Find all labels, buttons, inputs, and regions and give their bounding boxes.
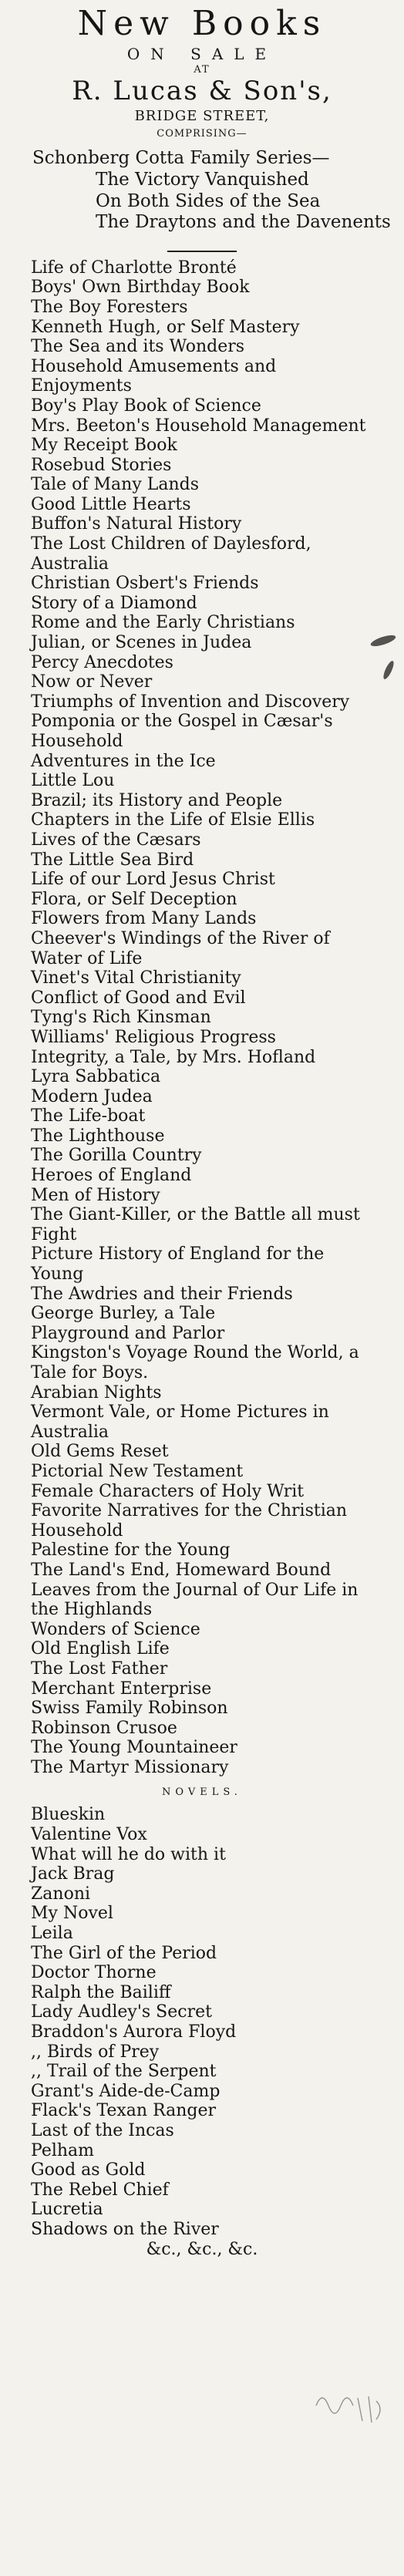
book-title: The Young Mountaineer bbox=[31, 1738, 237, 1758]
novel-title: ,, Birds of Prey bbox=[31, 2042, 160, 2062]
etcetera-line: &c., &c., &c. bbox=[146, 2239, 258, 2259]
novel-title: Valentine Vox bbox=[31, 1825, 147, 1845]
novel-title: Braddon's Aurora Floyd bbox=[31, 2022, 237, 2042]
novel-title: What will he do with it bbox=[31, 1844, 226, 1864]
book-title: Pomponia or the Gospel in Cæsar's Household bbox=[31, 712, 333, 751]
book-title: Picture History of England for the Young bbox=[31, 1244, 325, 1285]
book-title: Men of History bbox=[31, 1185, 160, 1205]
book-title: Integrity, a Tale, by Mrs. Hofland bbox=[31, 1047, 316, 1067]
book-title: The Lost Children of Daylesford, Australia bbox=[31, 534, 311, 574]
at-label: AT bbox=[194, 63, 210, 76]
book-title: Palestine for the Young bbox=[31, 1541, 231, 1561]
book-title: Brazil; its History and People bbox=[31, 790, 283, 810]
book-title: Pictorial New Testament bbox=[31, 1461, 244, 1481]
book-title: Flora, or Self Deception bbox=[31, 889, 237, 909]
book-title: Old English Life bbox=[31, 1639, 170, 1659]
book-title: Christian Osbert's Friends bbox=[31, 574, 259, 594]
book-title: The Life-boat bbox=[31, 1106, 146, 1126]
book-title: Flowers from Many Lands bbox=[31, 909, 257, 929]
book-title: Boys' Own Birthday Book bbox=[31, 278, 250, 298]
book-title: The Sea and its Wonders bbox=[31, 337, 245, 357]
novel-title: ,, Trail of the Serpent bbox=[31, 2062, 217, 2082]
book-title: Triumphs of Invention and Discovery bbox=[31, 692, 350, 712]
book-title: The Little Sea Bird bbox=[31, 850, 194, 870]
book-title: Chapters in the Life of Elsie Ellis bbox=[31, 810, 315, 830]
novel-title: Shadows on the River bbox=[31, 2219, 219, 2239]
novel-title: Doctor Thorne bbox=[31, 1963, 157, 1983]
book-title: Robinson Crusoe bbox=[31, 1718, 177, 1738]
book-title: Mrs. Beeton's Household Management bbox=[31, 416, 366, 436]
novel-title: Lucretia bbox=[31, 2200, 103, 2220]
headline-on-sale: ON SALE bbox=[126, 44, 278, 63]
novel-title: Last of the Incas bbox=[31, 2120, 174, 2140]
novel-title: Ralph the Bailiff bbox=[31, 1982, 171, 2002]
book-title: Tale of Many Lands bbox=[31, 475, 200, 495]
book-title: The Boy Foresters bbox=[31, 297, 188, 317]
book-title: Heroes of England bbox=[31, 1166, 192, 1186]
book-title: Julian, or Scenes in Judea bbox=[31, 633, 252, 653]
series-item: The Victory Vanquished bbox=[96, 169, 309, 190]
book-title: The Land's End, Homeward Bound bbox=[31, 1560, 332, 1580]
book-title: Lives of the Cæsars bbox=[31, 830, 201, 850]
book-title: Story of a Diamond bbox=[31, 593, 197, 613]
book-title: The Martyr Missionary bbox=[31, 1757, 229, 1777]
book-title: Good Little Hearts bbox=[31, 494, 191, 514]
novel-list bbox=[31, 1805, 382, 2239]
book-title: Vinet's Vital Christianity bbox=[31, 968, 241, 988]
comprising-label: COMPRISING— bbox=[157, 127, 247, 140]
book-title: The Awdries and their Friends bbox=[31, 1284, 293, 1304]
novel-title: Jack Brag bbox=[31, 1864, 115, 1884]
book-title: Tyng's Rich Kinsman bbox=[31, 1008, 211, 1028]
firm-name: R. Lucas & Son's, bbox=[72, 75, 332, 106]
series-item: The Draytons and the Davenents bbox=[96, 212, 391, 233]
book-title: Adventures in the Ice bbox=[31, 751, 216, 771]
series-item: On Both Sides of the Sea bbox=[96, 190, 321, 211]
advert-header bbox=[0, 0, 404, 142]
book-list bbox=[31, 258, 382, 1778]
book-title: Wonders of Science bbox=[31, 1619, 200, 1639]
novel-title: My Novel bbox=[31, 1904, 113, 1924]
ink-blot bbox=[382, 660, 396, 681]
book-title: Conflict of Good and Evil bbox=[31, 988, 246, 1008]
book-title: Life of Charlotte Bronté bbox=[31, 258, 237, 278]
book-title: Kingston's Voyage Round the World, a Tale for Boys. bbox=[31, 1343, 359, 1382]
book-title: Little Lou bbox=[31, 771, 115, 791]
street-address: BRIDGE STREET, bbox=[134, 108, 270, 125]
book-title: Female Characters of Holy Writ bbox=[31, 1481, 305, 1501]
book-title: The Giant-Killer, or the Battle all must Fight bbox=[31, 1205, 360, 1244]
book-title: Merchant Enterprise bbox=[31, 1679, 212, 1699]
headline-new-books: New Books bbox=[77, 4, 327, 43]
novel-title: Grant's Aide-de-Camp bbox=[31, 2081, 221, 2101]
book-title: Modern Judea bbox=[31, 1086, 153, 1106]
book-title: Rosebud Stories bbox=[31, 455, 172, 475]
book-title: Household Amusements and Enjoyments bbox=[31, 356, 277, 396]
novel-title: The Rebel Chief bbox=[31, 2180, 169, 2200]
novel-title: The Girl of the Period bbox=[31, 1943, 217, 1963]
book-title: Lyra Sabbatica bbox=[31, 1067, 161, 1087]
book-title: Leaves from the Journal of Our Life in the Highlands bbox=[31, 1580, 359, 1620]
book-title: George Burley, a Tale bbox=[31, 1304, 216, 1324]
novel-title: Good as Gold bbox=[31, 2160, 146, 2180]
book-title: Buffon's Natural History bbox=[31, 514, 242, 534]
book-title: The Lighthouse bbox=[31, 1126, 165, 1146]
novel-title: Zanoni bbox=[31, 1884, 91, 1904]
novels-heading: NOVELS. bbox=[162, 1786, 242, 1799]
book-title: The Gorilla Country bbox=[31, 1146, 202, 1166]
novel-title: Flack's Texan Ranger bbox=[31, 2101, 217, 2121]
book-title: Now or Never bbox=[31, 672, 153, 692]
book-title: Swiss Family Robinson bbox=[31, 1699, 228, 1719]
section-divider bbox=[167, 251, 237, 252]
book-title: Life of our Lord Jesus Christ bbox=[31, 870, 275, 890]
pencil-scribble bbox=[308, 2375, 401, 2444]
book-title: Cheever's Windings of the River of Water of Life bbox=[31, 928, 330, 968]
book-title: Arabian Nights bbox=[31, 1382, 162, 1402]
book-title: Vermont Vale, or Home Pictures in Australia bbox=[31, 1402, 329, 1442]
book-title: Kenneth Hugh, or Self Mastery bbox=[31, 317, 300, 337]
book-title: My Receipt Book bbox=[31, 436, 177, 456]
book-title: Rome and the Early Christians bbox=[31, 613, 295, 633]
novel-title: Leila bbox=[31, 1924, 73, 1944]
novel-title: Pelham bbox=[31, 2140, 95, 2160]
book-title: Williams' Religious Progress bbox=[31, 1027, 276, 1047]
book-title: Percy Anecdotes bbox=[31, 652, 173, 672]
novel-title: Blueskin bbox=[31, 1805, 106, 1825]
novel-title: Lady Audley's Secret bbox=[31, 2002, 212, 2022]
book-title: The Lost Father bbox=[31, 1658, 168, 1679]
book-title: Favorite Narratives for the Christian Household bbox=[31, 1501, 348, 1541]
series-heading: Schonberg Cotta Family Series— bbox=[32, 148, 330, 169]
book-title: Playground and Parlor bbox=[31, 1323, 225, 1343]
book-title: Boy's Play Book of Science bbox=[31, 396, 261, 416]
book-title: Old Gems Reset bbox=[31, 1442, 169, 1462]
